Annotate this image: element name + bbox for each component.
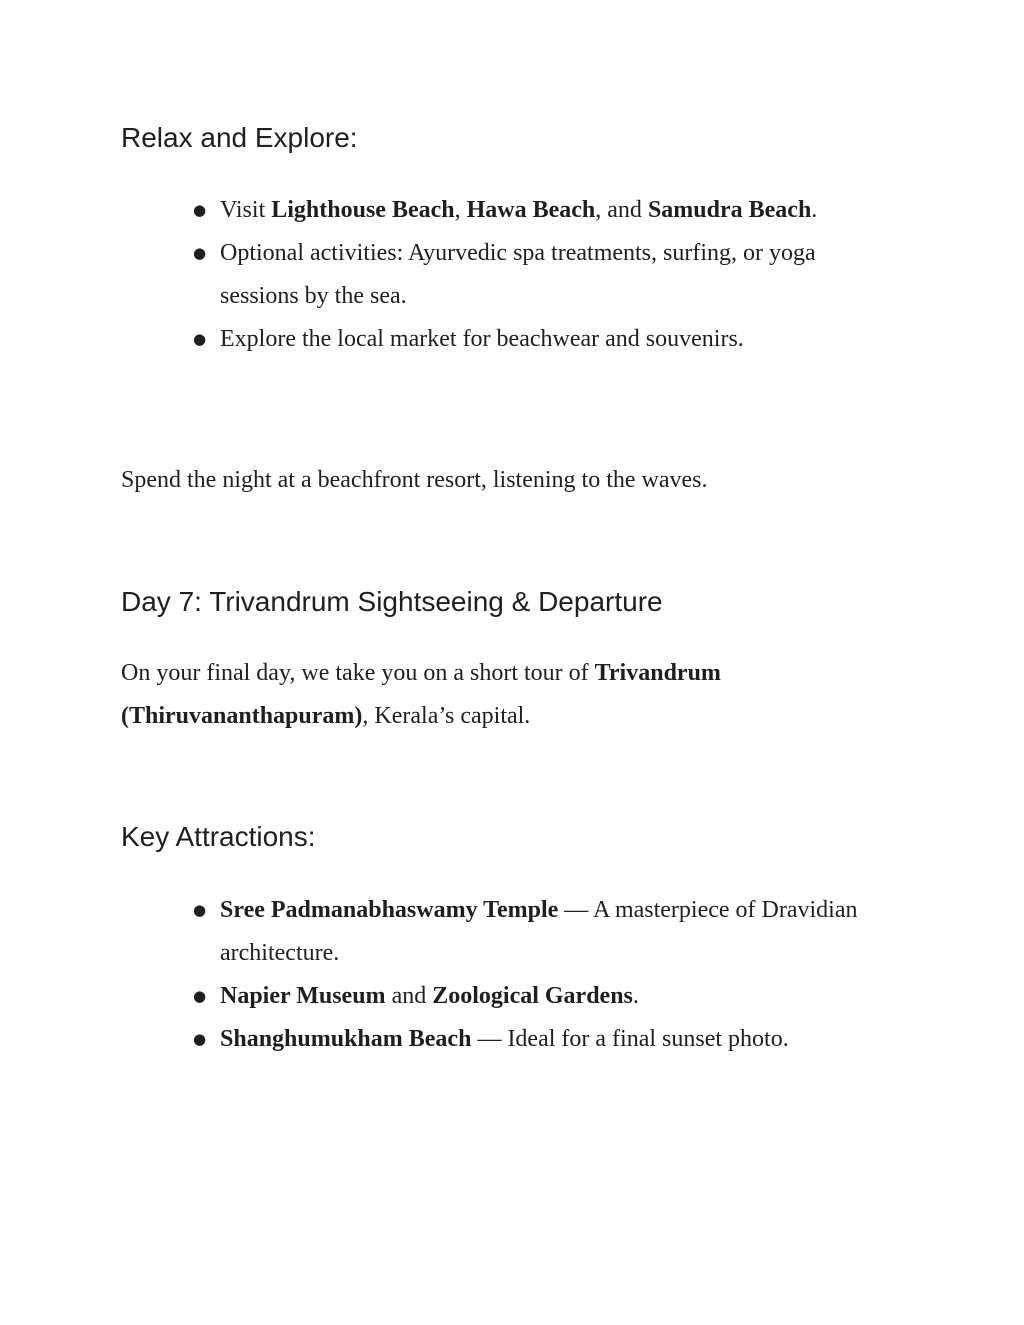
- list-item: [193, 889, 910, 975]
- day7-intro: [121, 652, 831, 738]
- heading-relax-and-explore: Relax and Explore:: [121, 122, 358, 153]
- overnight-note: Spend the night at a beachfront resort, listening to the waves.: [121, 467, 708, 493]
- heading-key-attractions: Key Attractions:: [121, 821, 316, 852]
- attractions-bullet-list: [193, 889, 910, 1061]
- bold-napier-museum: Napier Museum: [220, 983, 386, 1009]
- intro-text: On your final day, we take you on a short tour of: [121, 660, 595, 686]
- item-text: .: [811, 197, 818, 223]
- bullet-icon: ●: [193, 901, 207, 919]
- bullet-icon: ●: [193, 330, 207, 348]
- item-text: ,: [454, 197, 467, 223]
- item-text: Visit: [220, 197, 272, 223]
- bold-lighthouse-beach: Lighthouse Beach: [271, 197, 455, 223]
- bullet-icon: ●: [193, 1030, 207, 1048]
- item-text: Explore the local market for beachwear and souvenirs.: [220, 326, 744, 352]
- item-text: , and: [595, 197, 648, 223]
- relax-bullet-list: [193, 189, 910, 361]
- intro-text: , Kerala’s capital.: [362, 703, 531, 729]
- item-text: Optional activities: Ayurvedic spa treatments, surfing, or yoga sessions by the sea.: [220, 240, 816, 309]
- bold-temple: Sree Padmanabhaswamy Temple: [220, 897, 559, 923]
- bullet-icon: ●: [193, 201, 207, 219]
- bold-samudra-beach: Samudra Beach: [647, 197, 812, 223]
- heading-day-7: Day 7: Trivandrum Sightseeing & Departure: [121, 586, 663, 617]
- bold-shanghumukham-beach: Shanghumukham Beach: [220, 1026, 472, 1052]
- list-item: [193, 189, 910, 232]
- list-item: [193, 232, 860, 318]
- bold-trivandrum: Trivandrum (Thiruvananthapuram): [121, 660, 721, 729]
- list-item: [193, 318, 910, 361]
- item-text: — A masterpiece of Dravidian architecture.: [220, 897, 858, 966]
- list-item: [193, 975, 910, 1018]
- bullet-icon: ●: [193, 244, 207, 262]
- item-text: .: [632, 983, 639, 1009]
- bold-zoological-gardens: Zoological Gardens: [432, 983, 633, 1009]
- list-item: [193, 1018, 910, 1061]
- item-text: — Ideal for a final sunset photo.: [471, 1026, 789, 1052]
- bold-hawa-beach: Hawa Beach: [466, 197, 596, 223]
- item-text: and: [385, 983, 433, 1009]
- bullet-icon: ●: [193, 987, 207, 1005]
